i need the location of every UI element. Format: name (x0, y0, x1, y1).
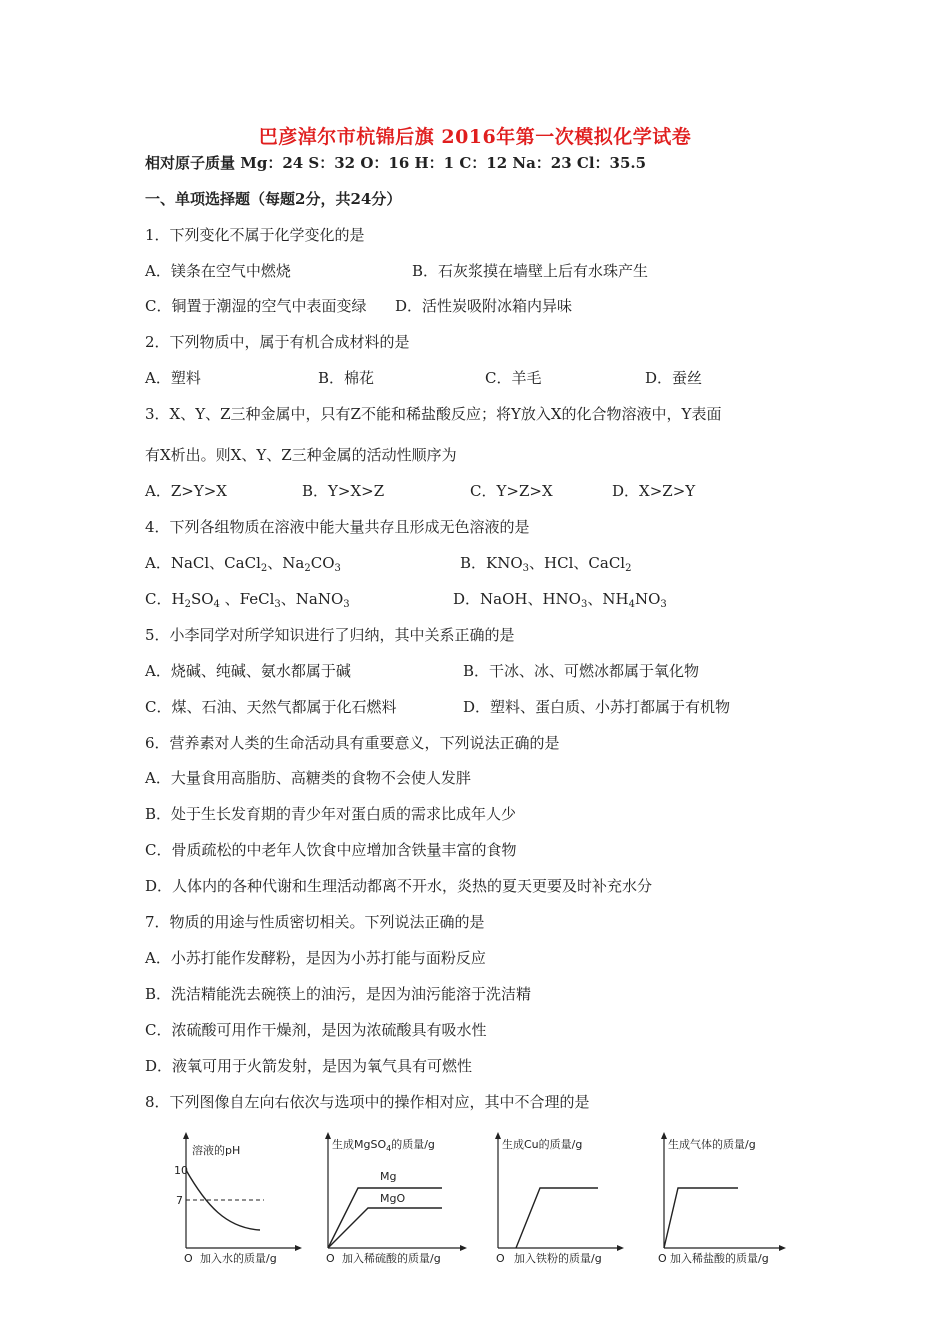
graph1-tick-10: 10 (174, 1164, 188, 1177)
q6-stem: 6．营养素对人类的生命活动具有重要意义，下列说法正确的是 (145, 734, 560, 752)
q7-option-d: D．液氧可用于火箭发射，是因为氧气具有可燃性 (145, 1057, 473, 1075)
y-axis-arrow (325, 1132, 331, 1139)
q3-option-a: A．Z>Y>X (145, 482, 227, 500)
q1-option-a: A．镁条在空气中燃烧 (145, 262, 291, 280)
y-axis-arrow (661, 1132, 667, 1139)
q1-option-c: C．铜置于潮湿的空气中表面变绿 (145, 297, 367, 315)
q4-option-b: B．$KNO_3$、HCl、CaCl$_2$ (460, 554, 632, 574)
q3-option-b: B．Y>X>Z (302, 482, 385, 500)
cu-line (516, 1188, 598, 1248)
q4-option-d: D．NaOH、$HNO_3$、$NH_4NO_3$ (453, 590, 667, 610)
q2-option-b: B．棉花 (318, 369, 375, 387)
graph3-ylabel: 生成Cu的质量/g (502, 1138, 583, 1151)
graph2-label-mg: Mg (380, 1170, 397, 1183)
section-heading: 一、单项选择题（每题2分，共24分） (145, 190, 402, 208)
graph3-origin: O (496, 1252, 505, 1265)
q4-stem: 4．下列各组物质在溶液中能大量共存且形成无色溶液的是 (145, 518, 530, 536)
x-axis-arrow (295, 1245, 302, 1251)
q4-option-c: C．$H_2SO_4$ 、FeCl$_3$、NaNO$_3$ (145, 590, 350, 610)
q3-stem-line2: 有X析出。则X、Y、Z三种金属的活动性顺序为 (145, 446, 457, 464)
graph-mgso4-vs-acid (318, 1130, 468, 1265)
q7-option-c: C．浓硫酸可用作干燥剂，是因为浓硫酸具有吸水性 (145, 1021, 487, 1039)
q6-option-c: C．骨质疏松的中老年人饮食中应增加含铁量丰富的食物 (145, 841, 517, 859)
atomic-mass-line: 相对原子质量 Mg：24 S：32 O：16 H：1 C：12 Na：23 Cl：35.5 (145, 154, 647, 172)
q2-stem: 2．下列物质中，属于有机合成材料的是 (145, 333, 410, 351)
graph4-origin: O (658, 1252, 667, 1265)
q3-option-d: D．X>Z>Y (612, 482, 696, 500)
q3-stem-line1: 3．X、Y、Z三种金属中，只有Z不能和稀盐酸反应；将Y放入X的化合物溶液中，Y表面 (145, 405, 722, 423)
q2-option-c: C．羊毛 (485, 369, 542, 387)
q2-option-d: D．蚕丝 (645, 369, 703, 387)
graph2-ylabel: 生成MgSO$_4$的质量/g (332, 1138, 435, 1153)
q5-option-a: A．烧碱、纯碱、氨水都属于碱 (145, 662, 351, 680)
q1-option-b: B．石灰浆摸在墙壁上后有水珠产生 (412, 262, 649, 280)
graph-gas-vs-hcl (654, 1130, 789, 1265)
graph3-xlabel: 加入铁粉的质量/g (514, 1252, 602, 1265)
q7-option-b: B．洗洁精能洗去碗筷上的油污，是因为油污能溶于洗洁精 (145, 985, 532, 1003)
graph-cu-vs-iron (488, 1130, 628, 1265)
q5-option-c: C．煤、石油、天然气都属于化石燃料 (145, 698, 397, 716)
graph1-xlabel: 加入水的质量/g (200, 1252, 277, 1265)
q1-stem: 1．下列变化不属于化学变化的是 (145, 226, 365, 244)
q5-stem: 5．小李同学对所学知识进行了归纳，其中关系正确的是 (145, 626, 515, 644)
graph2-label-mgo: MgO (380, 1192, 406, 1205)
q7-stem: 7．物质的用途与性质密切相关。下列说法正确的是 (145, 913, 485, 931)
q6-option-b: B．处于生长发育期的青少年对蛋白质的需求比成年人少 (145, 805, 517, 823)
x-axis-arrow (617, 1245, 624, 1251)
q6-option-d: D．人体内的各种代谢和生理活动都离不开水，炎热的夏天更要及时补充水分 (145, 877, 653, 895)
q7-option-a: A．小苏打能作发酵粉，是因为小苏打能与面粉反应 (145, 949, 486, 967)
q2-option-a: A．塑料 (145, 369, 201, 387)
q3-option-c: C．Y>Z>X (470, 482, 553, 500)
q5-option-b: B．干冰、冰、可燃冰都属于氧化物 (463, 662, 700, 680)
y-axis-arrow (183, 1132, 189, 1139)
graph1-tick-7: 7 (176, 1194, 183, 1207)
graph1-origin: O (184, 1252, 193, 1265)
graph4-ylabel: 生成气体的质量/g (668, 1138, 756, 1151)
graph-ph-vs-water (168, 1130, 303, 1265)
q5-option-d: D．塑料、蛋白质、小苏打都属于有机物 (463, 698, 731, 716)
q4-option-a: A．NaCl、CaCl$_2$、$Na_2CO_3$ (145, 554, 341, 574)
graph2-origin: O (326, 1252, 335, 1265)
graph4-xlabel: 加入稀盐酸的质量/g (670, 1252, 769, 1265)
exam-title: 巴彦淖尔市杭锦后旗 2016年第一次模拟化学试卷 (258, 126, 692, 148)
y-axis-arrow (495, 1132, 501, 1139)
q1-option-d: D．活性炭吸附冰箱内异味 (395, 297, 573, 315)
x-axis-arrow (779, 1245, 786, 1251)
x-axis-arrow (460, 1245, 467, 1251)
graph2-xlabel: 加入稀硫酸的质量/g (342, 1252, 441, 1265)
graph1-ylabel: 溶液的pH (192, 1144, 241, 1157)
q8-stem: 8．下列图像自左向右依次与选项中的操作相对应，其中不合理的是 (145, 1093, 590, 1111)
gas-line (664, 1188, 738, 1248)
q6-option-a: A．大量食用高脂肪、高糖类的食物不会使人发胖 (145, 769, 471, 787)
